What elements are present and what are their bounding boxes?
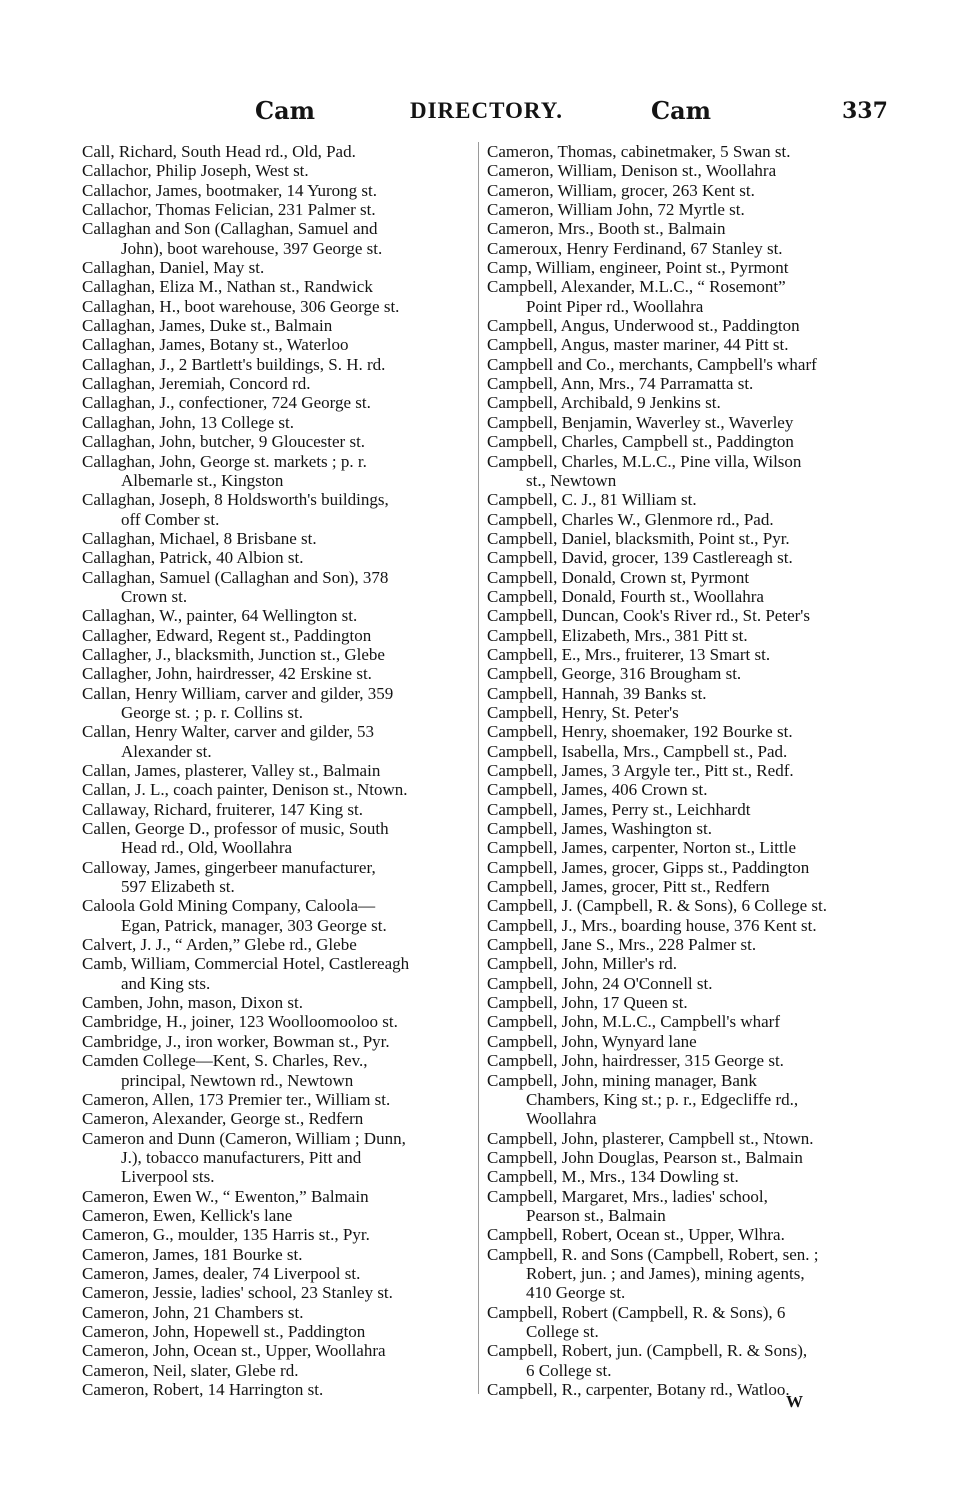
directory-entry — [487, 1051, 827, 1070]
entry-continuation: Albemarle st., Kingston — [121, 470, 284, 490]
entry-line: Camden College—Kent, S. Charles, Rev., — [82, 1051, 368, 1071]
entry-line: Campbell and Co., merchants, Campbell's wharf — [487, 354, 817, 374]
entry-continuation: 6 College st. — [526, 1360, 612, 1380]
entry-line: Campbell, Angus, Underwood st., Paddington — [487, 316, 800, 336]
entry-line: Cameron, Jessie, ladies' school, 23 Stanley st. — [82, 1283, 393, 1303]
entry-continuation: Head rd., Old, Woollahra — [121, 838, 293, 858]
entry-line: Calloway, James, gingerbeer manufacturer, — [82, 857, 376, 877]
entry-line: Campbell, J. (Campbell, R. & Sons), 6 College st. — [487, 896, 827, 916]
directory-entry — [82, 1090, 409, 1109]
directory-entry — [487, 161, 827, 180]
entry-line: Campbell, Henry, St. Peter's — [487, 702, 679, 722]
entry-line: Calvert, J. J., “ Arden,” Glebe rd., Glebe — [82, 935, 357, 955]
entry-line: Callan, Henry Walter, carver and gilder, 53 — [82, 722, 374, 742]
entry-line: Campbell, John Douglas, Pearson st., Balmain — [487, 1147, 803, 1167]
directory-entry — [487, 935, 827, 954]
entry-line: Cameron, Ewen, Kellick's lane — [82, 1205, 293, 1225]
directory-entry — [82, 1032, 409, 1051]
entry-line: Callaghan, Joseph, 8 Holdsworth's buildings, — [82, 490, 389, 510]
entry-line: Cameron, James, dealer, 74 Liverpool st. — [82, 1263, 361, 1283]
entry-line: Cameron, Ewen W., “ Ewenton,” Balmain — [82, 1186, 369, 1206]
entry-line: Cameron, John, Hopewell st., Paddington — [82, 1321, 366, 1341]
entry-line: Campbell, John, hairdresser, 315 George st. — [487, 1051, 784, 1071]
entry-line: Campbell, James, 406 Crown st. — [487, 780, 708, 800]
entry-continuation: principal, Newtown rd., Newtown — [121, 1070, 354, 1090]
entry-continuation: George st. ; p. r. Collins st. — [121, 702, 303, 722]
directory-entry — [82, 316, 409, 335]
directory-entry — [82, 355, 409, 374]
entry-continuation: John), boot warehouse, 397 George st. — [121, 238, 383, 258]
directory-entry — [82, 452, 409, 491]
directory-entry — [82, 1283, 409, 1302]
directory-entry — [82, 529, 409, 548]
entry-line: Campbell, E., Mrs., fruiterer, 13 Smart st. — [487, 644, 771, 664]
entry-line: Campbell, Ann, Mrs., 74 Parramatta st. — [487, 374, 754, 394]
directory-entry — [487, 587, 827, 606]
entry-line: Cameron, Allen, 173 Premier ter., William st. — [82, 1089, 391, 1109]
entry-line: Cameroux, Henry Ferdinand, 67 Stanley st. — [487, 238, 783, 258]
directory-entry — [82, 568, 409, 607]
directory-entry — [82, 1245, 409, 1264]
directory-entry — [487, 1148, 827, 1167]
directory-entry — [487, 645, 827, 664]
entry-line: Cameron, Robert, 14 Harrington st. — [82, 1380, 324, 1399]
directory-entry — [82, 761, 409, 780]
directory-entry — [82, 490, 409, 529]
directory-entry — [487, 142, 827, 161]
entry-line: Campbell, David, grocer, 139 Castlereagh st. — [487, 548, 793, 568]
entry-continuation: Pearson st., Balmain — [526, 1205, 666, 1225]
entry-line: Campbell, James, 3 Argyle ter., Pitt st., Redf. — [487, 761, 794, 780]
entry-line: Callaghan, Jeremiah, Concord rd. — [82, 374, 311, 394]
entry-line: Campbell, John, Wynyard lane — [487, 1031, 697, 1051]
directory-entry — [487, 258, 827, 277]
running-head-title: DIRECTORY. — [410, 98, 563, 123]
entry-line: Campbell, Elizabeth, Mrs., 381 Pitt st. — [487, 625, 748, 645]
directory-entry — [82, 1206, 409, 1225]
directory-entry — [487, 432, 827, 451]
entry-line: Campbell, Jane S., Mrs., 228 Palmer st. — [487, 935, 757, 955]
directory-entry — [487, 800, 827, 819]
entry-line: Campbell, J., Mrs., boarding house, 376 Kent st. — [487, 915, 817, 935]
entry-continuation: Crown st. — [121, 586, 188, 606]
directory-entry — [487, 1303, 827, 1342]
directory-entry — [82, 993, 409, 1012]
directory-entry — [487, 277, 827, 316]
entry-line: Callaghan, Daniel, May st. — [82, 258, 265, 278]
entry-line: Campbell, C. J., 81 William st. — [487, 490, 697, 510]
entry-line: Callagher, Edward, Regent st., Paddington — [82, 625, 372, 645]
entry-line: Campbell, John, 17 Queen st. — [487, 993, 688, 1013]
entry-line: Callaghan, John, 13 College st. — [82, 412, 295, 432]
directory-entry — [487, 316, 827, 335]
entry-line: Campbell, Henry, shoemaker, 192 Bourke st. — [487, 722, 793, 742]
directory-entry — [487, 1071, 827, 1129]
entry-line: Callaghan, J., confectioner, 724 George st. — [82, 393, 371, 413]
directory-entry — [487, 684, 827, 703]
entry-line: Campbell, James, Perry st., Leichhardt — [487, 799, 751, 819]
entry-line: Campbell, Charles, Campbell st., Paddington — [487, 432, 794, 452]
directory-entry — [487, 896, 827, 915]
entry-line: Campbell, John, M.L.C., Campbell's wharf — [487, 1012, 780, 1032]
entry-line: Camb, William, Commercial Hotel, Castlereagh — [82, 954, 410, 974]
entry-line: Callachor, Philip Joseph, West st. — [82, 161, 309, 181]
entry-line: Callaghan, John, butcher, 9 Gloucester st. — [82, 432, 366, 452]
directory-entry — [82, 258, 409, 277]
directory-entry — [82, 896, 409, 935]
directory-entry — [82, 297, 409, 316]
entry-continuation: Alexander st. — [121, 741, 212, 761]
directory-entry — [487, 1380, 827, 1399]
directory-entry — [487, 200, 827, 219]
directory-entry — [82, 219, 409, 258]
entry-continuation: Robert, jun. ; and James), mining agents, — [526, 1263, 805, 1283]
directory-entry — [82, 722, 409, 761]
directory-entry — [487, 626, 827, 645]
entry-line: Cameron, William, grocer, 263 Kent st. — [487, 180, 755, 200]
directory-entry — [487, 1187, 827, 1226]
entry-line: Campbell, Daniel, blacksmith, Point st., Pyr. — [487, 528, 790, 548]
entry-line: Callaghan, James, Botany st., Waterloo — [82, 335, 349, 355]
entry-line: Cameron, G., moulder, 135 Harris st., Pyr. — [82, 1225, 370, 1245]
directory-entry — [82, 664, 409, 683]
entry-line: Cambridge, J., iron worker, Bowman st., Pyr. — [82, 1031, 390, 1051]
column-divider — [478, 142, 479, 1394]
directory-entry — [82, 1109, 409, 1128]
entry-line: Callaghan, James, Duke st., Balmain — [82, 316, 333, 336]
directory-entry — [487, 974, 827, 993]
entry-line: Cameron, William, Denison st., Woollahra — [487, 161, 777, 181]
entry-line: Campbell, Margaret, Mrs., ladies' school, — [487, 1186, 768, 1206]
entry-continuation: Egan, Patrick, manager, 303 George st. — [121, 915, 387, 935]
directory-entry — [487, 1245, 827, 1303]
entry-continuation: Liverpool sts. — [121, 1167, 215, 1187]
entry-line: Campbell, James, Washington st. — [487, 819, 712, 839]
entry-continuation: J.), tobacco manufacturers, Pitt and — [121, 1147, 362, 1167]
entry-line: Callaghan, Michael, 8 Brisbane st. — [82, 528, 317, 548]
entry-continuation: and King sts. — [121, 973, 211, 993]
directory-entry — [82, 161, 409, 180]
entry-line: Campbell, Charles, M.L.C., Pine villa, Wilson — [487, 451, 802, 471]
entry-line: Campbell, James, grocer, Gipps st., Paddington — [487, 857, 810, 877]
entry-line: Cameron, Alexander, George st., Redfern — [82, 1109, 364, 1129]
entry-line: Campbell, Isabella, Mrs., Campbell st., Pad. — [487, 741, 788, 761]
entry-line: Callagher, J., blacksmith, Junction st., Glebe — [82, 644, 385, 664]
directory-entry — [487, 181, 827, 200]
entry-line: Callaghan and Son (Callaghan, Samuel and — [82, 219, 378, 239]
entry-line: Campbell, M., Mrs., 134 Dowling st. — [487, 1167, 739, 1187]
directory-entry — [487, 1012, 827, 1031]
entry-line: Callaway, Richard, fruiterer, 147 King st. — [82, 799, 363, 819]
running-head-right: Cam — [651, 96, 712, 125]
entry-line: Cameron, James, 181 Bourke st. — [82, 1244, 303, 1264]
entry-line: Campbell, Donald, Fourth st., Woollahra — [487, 586, 764, 606]
entry-line: Callachor, James, bootmaker, 14 Yurong st. — [82, 180, 377, 200]
entry-line: Campbell, Robert, Ocean st., Upper, Wlhra. — [487, 1225, 785, 1245]
entry-continuation: Point Piper rd., Woollahra — [526, 296, 704, 316]
page-number: 337 — [842, 98, 888, 124]
left-column — [82, 142, 409, 1399]
directory-entry — [82, 1264, 409, 1283]
entry-line: Callaghan, Patrick, 40 Albion st. — [82, 548, 304, 568]
entry-line: Campbell, Benjamin, Waverley st., Waverley — [487, 412, 794, 432]
entry-line: Campbell, John, mining manager, Bank — [487, 1070, 757, 1090]
entry-line: Campbell, Archibald, 9 Jenkins st. — [487, 393, 721, 413]
entry-line: Callan, J. L., coach painter, Denison st., Ntown. — [82, 780, 408, 800]
directory-entry — [487, 548, 827, 567]
directory-entry — [82, 142, 409, 161]
entry-continuation: College st. — [526, 1321, 599, 1341]
directory-entry — [82, 684, 409, 723]
entry-line: Callagher, John, hairdresser, 42 Erskine st. — [82, 664, 372, 684]
directory-entry — [82, 335, 409, 354]
entry-line: Callen, George D., professor of music, South — [82, 819, 389, 839]
directory-entry — [487, 954, 827, 973]
directory-entry — [82, 1322, 409, 1341]
entry-line: Cameron and Dunn (Cameron, William ; Dunn, — [82, 1128, 406, 1148]
directory-entry — [487, 838, 827, 857]
entry-line: Camben, John, mason, Dixon st. — [82, 993, 303, 1013]
entry-line: Cameron, John, Ocean st., Upper, Woollahra — [82, 1341, 386, 1361]
directory-entry — [82, 1129, 409, 1187]
entry-line: Cameron, William John, 72 Myrtle st. — [487, 200, 745, 220]
directory-entry — [487, 761, 827, 780]
directory-entry — [487, 877, 827, 896]
directory-entry — [487, 219, 827, 238]
directory-entry — [487, 510, 827, 529]
directory-entry — [82, 413, 409, 432]
entry-line: Call, Richard, South Head rd., Old, Pad. — [82, 142, 356, 161]
directory-entry — [487, 916, 827, 935]
directory-entry — [82, 954, 409, 993]
directory-entry — [487, 355, 827, 374]
entry-line: Campbell, John, plasterer, Campbell st., Ntown. — [487, 1128, 814, 1148]
signature-mark: W — [786, 1392, 803, 1411]
entry-line: Cameron, Thomas, cabinetmaker, 5 Swan st. — [487, 142, 791, 161]
directory-entry — [487, 1129, 827, 1148]
directory-entry — [487, 606, 827, 625]
directory-entry — [487, 239, 827, 258]
entry-line: Campbell, George, 316 Brougham st. — [487, 664, 742, 684]
directory-entry — [487, 993, 827, 1012]
directory-entry — [487, 722, 827, 741]
entry-continuation: 597 Elizabeth st. — [121, 877, 235, 897]
directory-entry — [487, 490, 827, 509]
directory-entry — [82, 1187, 409, 1206]
entry-line: Caloola Gold Mining Company, Caloola— — [82, 896, 376, 916]
directory-entry — [487, 393, 827, 412]
directory-entry — [82, 626, 409, 645]
directory-entry — [82, 1303, 409, 1322]
entry-line: Campbell, James, carpenter, Norton st., Little — [487, 838, 797, 858]
directory-entry — [487, 1341, 827, 1380]
directory-entry — [82, 819, 409, 858]
entry-line: Campbell, Donald, Crown st, Pyrmont — [487, 567, 750, 587]
directory-entry — [487, 1032, 827, 1051]
directory-entry — [82, 548, 409, 567]
entry-line: Callaghan, Eliza M., Nathan st., Randwick — [82, 277, 373, 297]
directory-entry — [82, 277, 409, 296]
directory-entry — [487, 664, 827, 683]
directory-entry — [82, 645, 409, 664]
directory-entry — [487, 858, 827, 877]
entry-line: Campbell, Duncan, Cook's River rd., St. Peter's — [487, 606, 810, 626]
entry-continuation: Chambers, King st.; p. r., Edgecliffe rd., — [526, 1089, 799, 1109]
entry-line: Callan, Henry William, carver and gilder, 359 — [82, 683, 394, 703]
directory-entry — [487, 703, 827, 722]
directory-entry — [82, 1380, 409, 1399]
entry-line: Campbell, R., carpenter, Botany rd., Watloo. — [487, 1380, 790, 1399]
entry-line: Cambridge, H., joiner, 123 Woolloomooloo st. — [82, 1012, 398, 1032]
directory-entry — [487, 780, 827, 799]
entry-continuation: off Comber st. — [121, 509, 220, 529]
running-head-left: Cam — [255, 96, 316, 125]
entry-line: Campbell, John, Miller's rd. — [487, 954, 678, 974]
directory-entry — [82, 1341, 409, 1360]
entry-line: Campbell, Robert, jun. (Campbell, R. & Sons), — [487, 1341, 808, 1361]
directory-entry — [487, 529, 827, 548]
directory-entry — [82, 393, 409, 412]
directory-entry — [487, 1167, 827, 1186]
directory-entry — [82, 935, 409, 954]
directory-entry — [82, 181, 409, 200]
directory-entry — [487, 568, 827, 587]
entry-line: Campbell, R. and Sons (Campbell, Robert, sen. ; — [487, 1244, 819, 1264]
entry-line: Campbell, John, 24 O'Connell st. — [487, 973, 713, 993]
entry-line: Camp, William, engineer, Point st., Pyrmont — [487, 258, 789, 278]
entry-line: Callaghan, W., painter, 64 Wellington st. — [82, 606, 358, 626]
directory-entry — [82, 606, 409, 625]
entry-line: Campbell, Angus, master mariner, 44 Pitt st. — [487, 335, 789, 355]
entry-line: Callaghan, Samuel (Callaghan and Son), 378 — [82, 567, 389, 587]
entry-line: Callaghan, H., boot warehouse, 306 George st. — [82, 296, 400, 316]
right-column — [487, 142, 827, 1399]
entry-line: Callan, James, plasterer, Valley st., Balmain — [82, 761, 381, 780]
directory-entry — [487, 335, 827, 354]
entry-line: Callachor, Thomas Felician, 231 Palmer st. — [82, 200, 376, 220]
directory-entry — [82, 1361, 409, 1380]
directory-entry — [82, 800, 409, 819]
entry-line: Callaghan, J., 2 Bartlett's buildings, S. H. rd. — [82, 354, 386, 374]
directory-entry — [487, 452, 827, 491]
entry-line: Campbell, Robert (Campbell, R. & Sons), 6 — [487, 1302, 786, 1322]
directory-entry — [487, 819, 827, 838]
directory-entry — [487, 1225, 827, 1244]
entry-line: Cameron, Mrs., Booth st., Balmain — [487, 219, 726, 239]
directory-entry — [82, 1225, 409, 1244]
directory-entry — [82, 432, 409, 451]
entry-continuation: Woollahra — [526, 1109, 597, 1129]
entry-line: Campbell, Hannah, 39 Banks st. — [487, 683, 707, 703]
directory-entry — [82, 374, 409, 393]
directory-entry — [82, 780, 409, 799]
directory-entry — [82, 858, 409, 897]
entry-line: Cameron, Neil, slater, Glebe rd. — [82, 1360, 299, 1380]
directory-entry — [82, 200, 409, 219]
entry-continuation: st., Newtown — [526, 470, 617, 490]
entry-line: Campbell, Charles W., Glenmore rd., Pad. — [487, 509, 774, 529]
directory-entry — [82, 1012, 409, 1031]
entry-continuation: 410 George st. — [526, 1283, 626, 1303]
directory-entry — [487, 413, 827, 432]
entry-line: Callaghan, John, George st. markets ; p. r. — [82, 451, 367, 471]
entry-line: Campbell, James, grocer, Pitt st., Redfern — [487, 877, 770, 897]
entry-line: Cameron, John, 21 Chambers st. — [82, 1302, 304, 1322]
directory-entry — [82, 1051, 409, 1090]
directory-entry — [487, 374, 827, 393]
entry-line: Campbell, Alexander, M.L.C., “ Rosemont” — [487, 277, 786, 297]
directory-entry — [487, 742, 827, 761]
